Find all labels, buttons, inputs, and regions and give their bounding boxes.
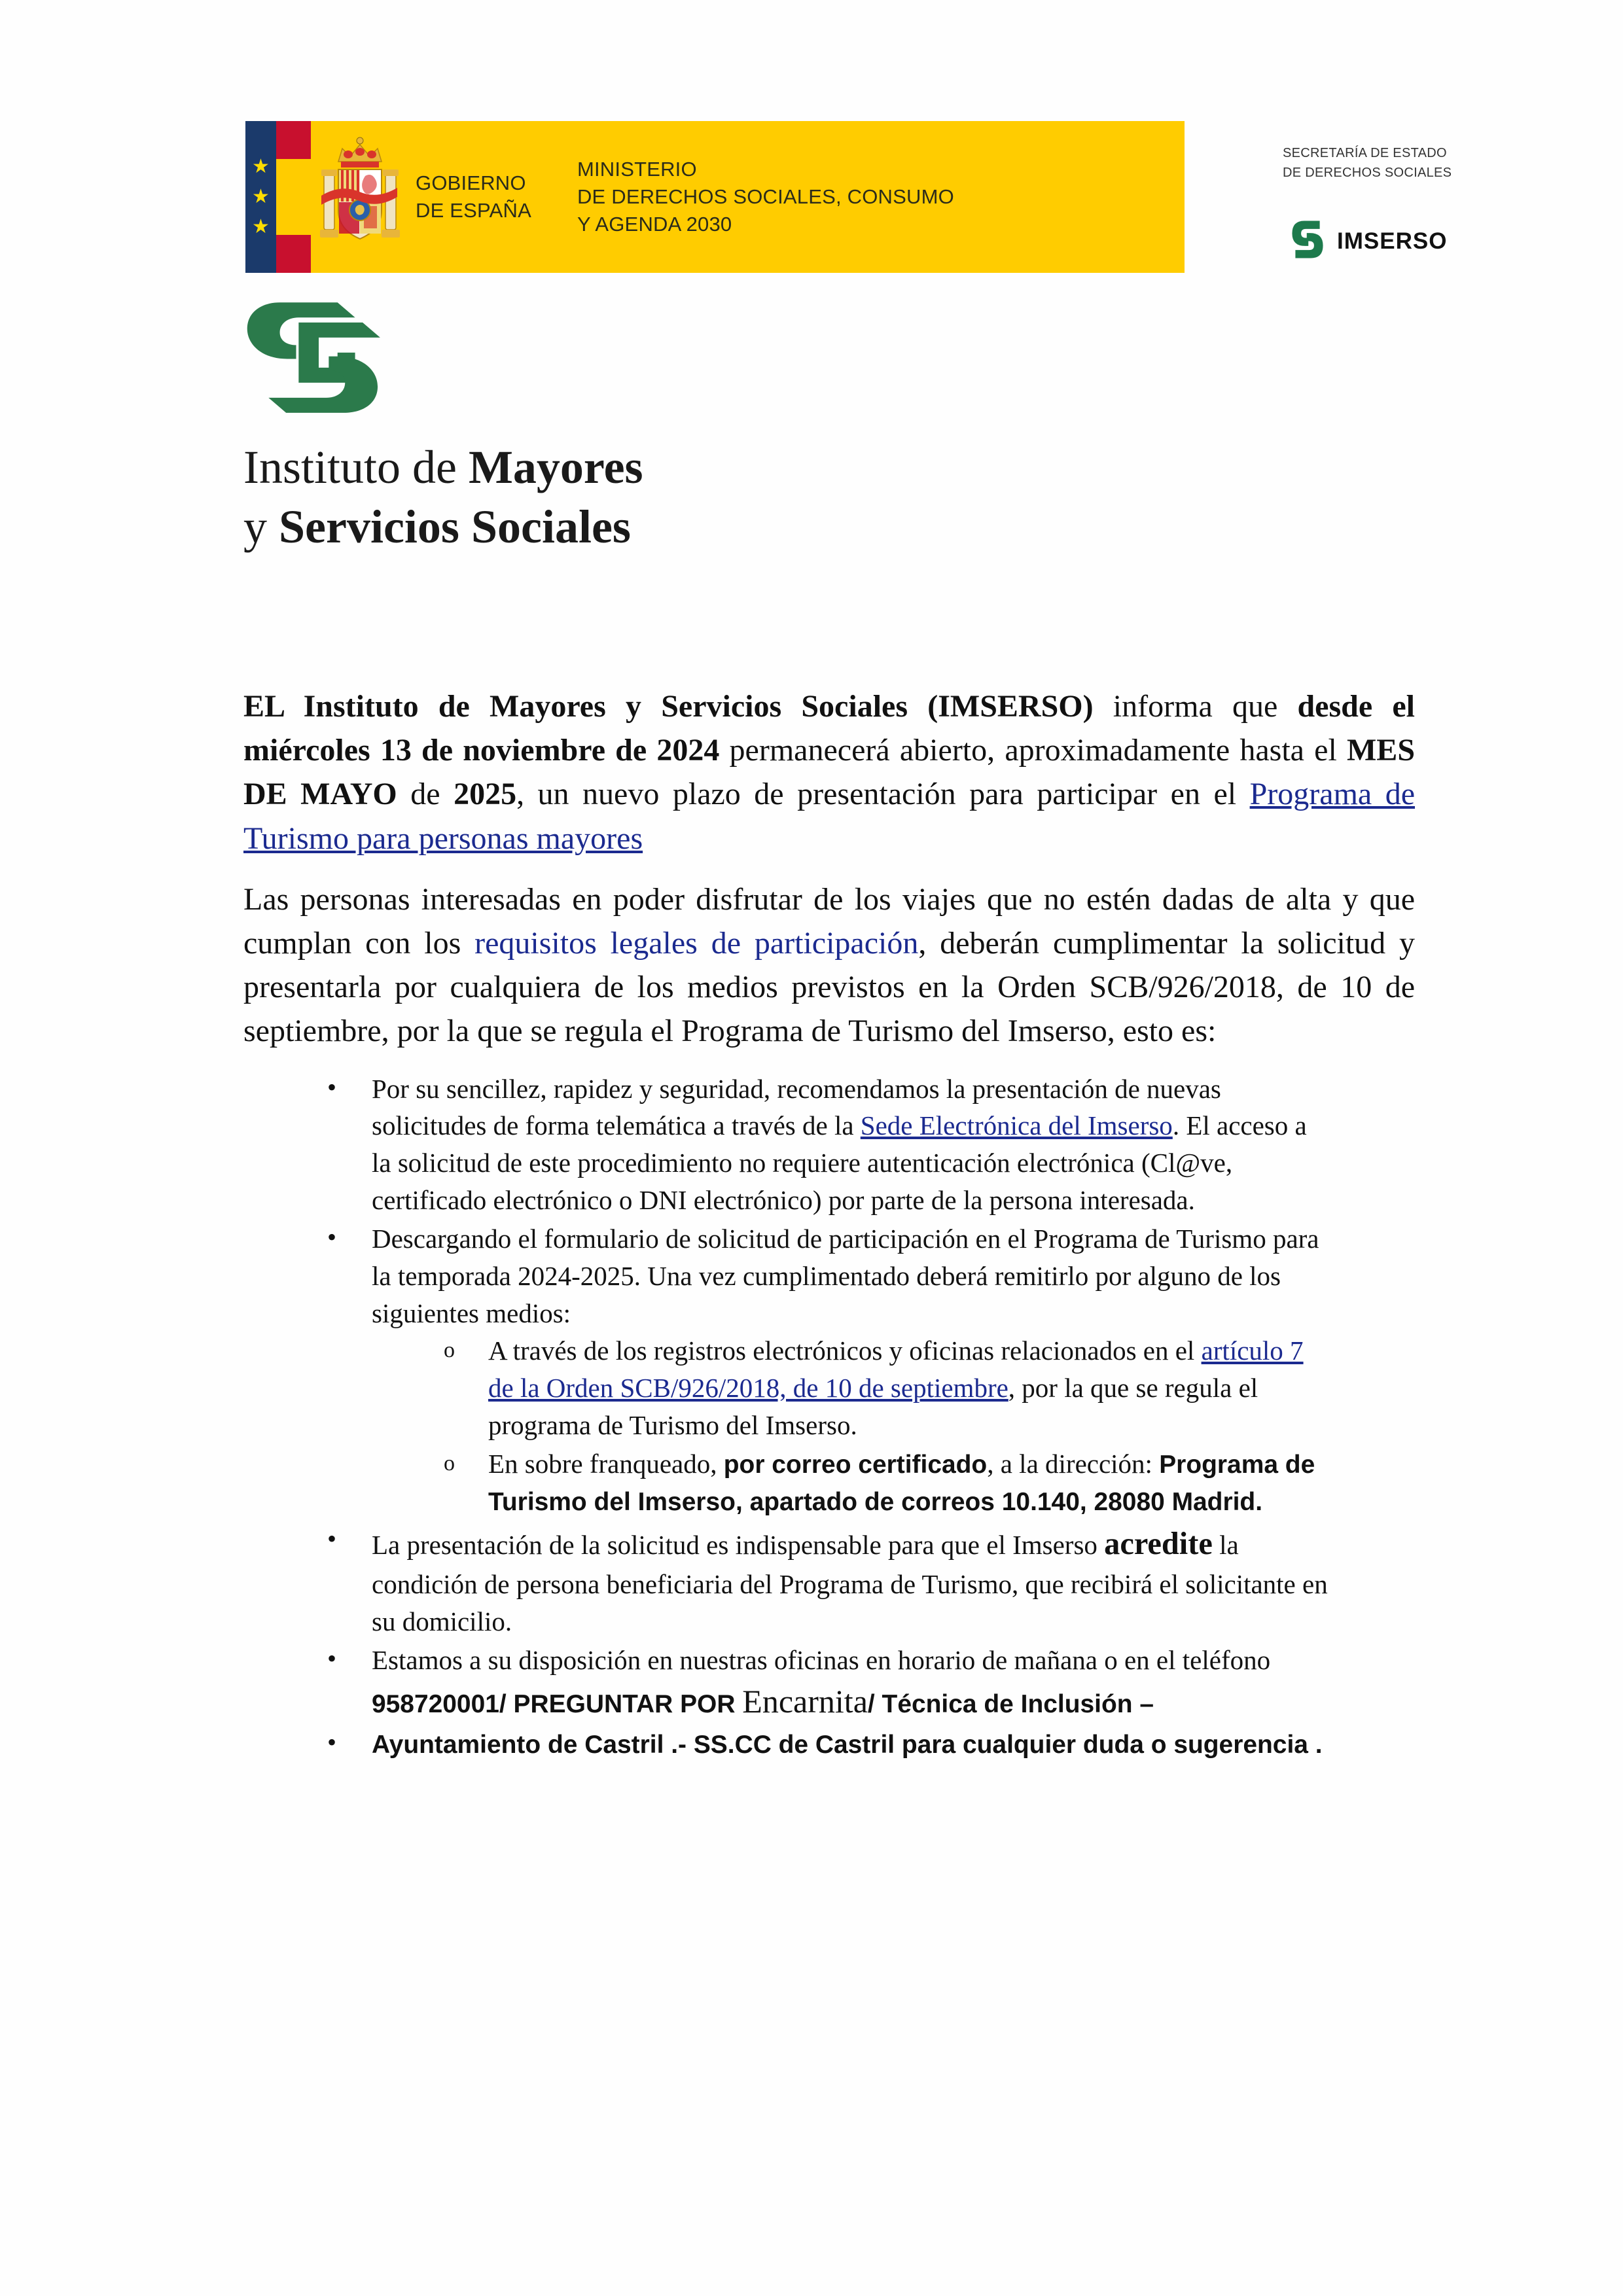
secretaria-estado-text [1283, 143, 1472, 183]
p1-text-de: de [397, 777, 454, 812]
b4-bold-phone: 958720001/ PREGUNTAR POR [372, 1689, 743, 1718]
b2s2-text-mid: , a la dirección: [987, 1449, 1160, 1479]
p1-text-informa: informa que [1093, 689, 1298, 724]
yellow-banner [245, 121, 1185, 273]
b2s1-text-head: A través de los registros electrónicos y oficinas relacionados en el [488, 1335, 1202, 1366]
list-item-acredite [322, 1522, 1330, 1640]
secretaria-line-2: DE DERECHOS SOCIALES [1283, 166, 1452, 180]
b5-bold-text: Ayuntamiento de Castril .- SS.CC de Castril para cualquier duda o sugerencia . [372, 1731, 1323, 1759]
ministerio-line-1: MINISTERIO [577, 158, 697, 181]
flag-red-band-bottom [276, 235, 311, 273]
b2s2-text-head: En sobre franqueado, [488, 1449, 724, 1479]
list-item-ayuntamiento [322, 1725, 1330, 1763]
title-bold-2: Servicios Sociales [279, 500, 631, 553]
flag-yellow-band [276, 159, 311, 235]
link-programa-turismo[interactable]: Programa de Turismo para personas mayores [243, 777, 1416, 856]
paragraph-announcement [243, 684, 1415, 860]
eu-star-icon: ★ [252, 156, 270, 177]
b4-bold-role: / Técnica de Inclusión – [867, 1689, 1154, 1718]
b2-text: Descargando el formulario de solicitud de participación en el Programa de Turismo para la temporada 2024-2025. Una vez cumplimentado deberá remitirlo por alguno de los siguientes medios: [372, 1224, 1319, 1329]
document-body [243, 684, 1415, 1764]
link-requisitos-legales[interactable]: requisitos legales de participación [474, 925, 919, 961]
imserso-wordmark: IMSERSO [1337, 228, 1448, 254]
p1-bold-date: desde el miércoles 13 de noviembre de 2024 [243, 689, 1416, 768]
b2s2-bold-address: Programa de Turismo del Imserso, apartado de correos 10.140, 28080 Madrid. [488, 1451, 1315, 1517]
title-regular-2: y [243, 500, 279, 553]
imserso-large-logo-icon [243, 298, 1160, 422]
spain-eu-flag-icon [245, 121, 311, 273]
flag-red-band-top [276, 121, 311, 159]
imserso-logo-icon [1287, 219, 1328, 263]
sub-item-registros [437, 1332, 1330, 1444]
government-header-banner [245, 121, 1452, 273]
gobierno-de-espana-text [416, 169, 531, 224]
p2-text-head: Las personas interesadas en poder disfrutar de los viajes que no estén dadas de alta y que cumplan con los [243, 881, 1415, 961]
p1-text-tail: , un nuevo plazo de presentación para participar en el [516, 777, 1250, 812]
spain-coat-of-arms-icon [311, 121, 409, 273]
page-title-line-2 [243, 497, 1160, 557]
b1-text-tail: . El acceso a la solicitud de este procedimiento no requiere autenticación electrónica (Cl@ve, certificado electrónico o DNI electrónico) por parte de la persona interesada. [372, 1110, 1307, 1216]
b3-text-tail: la condición de persona beneficiaria del Programa de Turismo, que recibirá el solicitante en su domicilio. [372, 1529, 1328, 1636]
page-title [243, 438, 1160, 556]
sub-methods-list [372, 1332, 1330, 1520]
banner-text-group [409, 121, 1185, 273]
gobierno-line-1: GOBIERNO [416, 171, 526, 195]
title-bold-1: Mayores [468, 441, 643, 493]
p1-bold-institute: EL Instituto de Mayores y Servicios Sociales (IMSERSO) [243, 689, 1094, 724]
list-item-download-form [322, 1220, 1330, 1520]
ministerio-line-2: DE DERECHOS SOCIALES, CONSUMO [577, 185, 954, 209]
title-regular-1: Instituto de [243, 441, 469, 493]
imserso-brand-row [1287, 219, 1447, 263]
b1-text-head: Por su sencillez, rapidez y seguridad, recomendamos la presentación de nuevas solicitudes de forma telemática a través de la [372, 1073, 1221, 1141]
sub-item-correo [437, 1445, 1330, 1520]
ministerio-line-3: Y AGENDA 2030 [577, 212, 732, 236]
b3-bold-acredite: acredite [1104, 1526, 1213, 1561]
secretaria-line-1: SECRETARÍA DE ESTADO [1283, 146, 1447, 160]
p1-bold-year: 2025 [454, 777, 517, 812]
p1-bold-month: MES DE MAYO [243, 733, 1416, 812]
b3-text-head: La presentación de la solicitud es indispensable para que el Imserso [372, 1529, 1105, 1560]
submission-methods-list [243, 1070, 1330, 1763]
paragraph-requirements [243, 877, 1415, 1053]
imserso-brand-block [243, 298, 1160, 556]
b4-text-head: Estamos a su disposición en nuestras oficinas en horario de mañana o en el teléfono [372, 1644, 1271, 1675]
list-item-contact [322, 1642, 1330, 1725]
b2s1-text-tail: , por la que se regula el programa de Turismo del Imserso. [488, 1373, 1258, 1441]
p1-text-open: permanecerá abierto, aproximadamente hasta el [719, 733, 1347, 768]
p2-text-tail: , deberán cumplimentar la solicitud y presentarla por cualquiera de los medios previstos en la Orden SCB/926/2018, de 10 de septiembre, por la que se regula el Programa de Turismo del Imserso, esto es: [243, 925, 1415, 1049]
list-item-telematic [322, 1070, 1330, 1220]
link-sede-electronica[interactable]: Sede Electrónica del Imserso [860, 1110, 1173, 1141]
b4-contact-name: Encarnita [742, 1682, 868, 1720]
ministerio-text [577, 156, 954, 238]
eu-star-icon: ★ [252, 186, 270, 207]
page-title-line-1 [243, 438, 1160, 497]
gobierno-line-2: DE ESPAÑA [416, 199, 531, 222]
b2s2-bold-correo: por correo certificado [723, 1451, 988, 1479]
link-articulo-7-orden[interactable]: artículo 7 de la Orden SCB/926/2018, de 10 de septiembre [488, 1335, 1304, 1404]
eu-star-icon: ★ [252, 216, 270, 238]
